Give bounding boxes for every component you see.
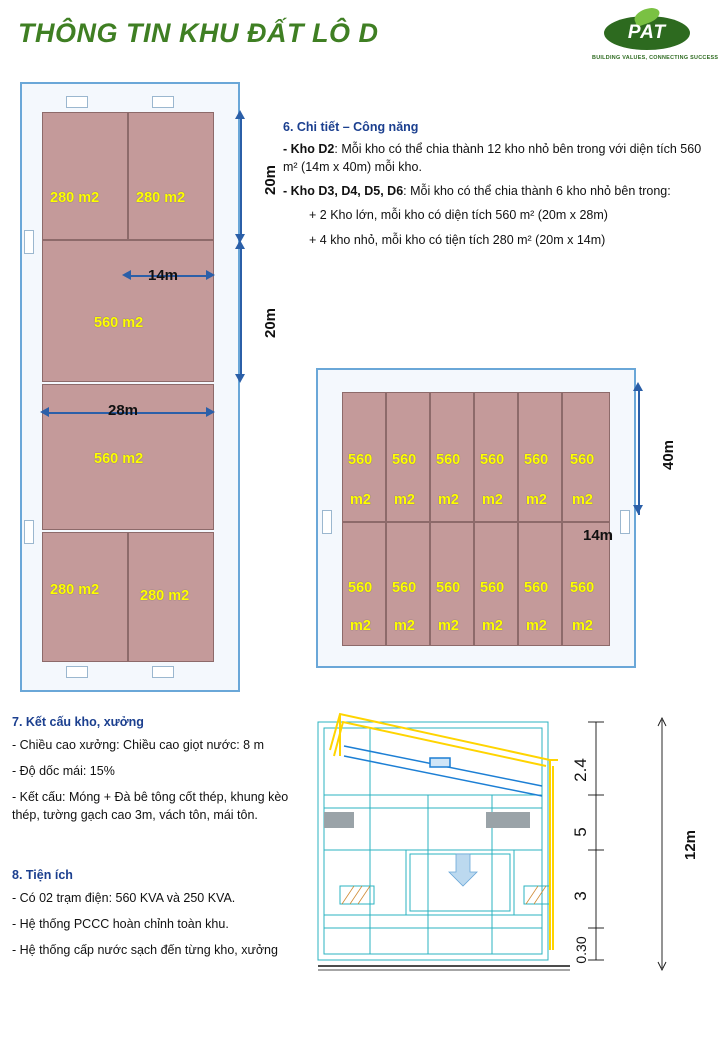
section-8-line: - Có 02 trạm điện: 560 KVA và 250 KVA. (12, 891, 236, 905)
plan-notch (24, 230, 34, 254)
kho-d2-label: - Kho D2 (283, 142, 335, 156)
unit-label: m2 (526, 492, 547, 508)
section-7-line: - Độ dốc mái: 15% (12, 763, 115, 778)
section-8-heading: 8. Tiện ích (12, 868, 73, 882)
unit-label: 280 m2 (50, 582, 100, 598)
unit-label: 560 (392, 580, 417, 596)
dimension-label: 20m (262, 164, 279, 195)
section-8-text (12, 868, 312, 966)
unit-label: m2 (438, 492, 459, 508)
dimension-label-3: 3 (571, 891, 590, 901)
unit-label: 560 (480, 580, 505, 596)
dimension-label: 14m (148, 267, 179, 284)
unit-label: 560 (570, 452, 595, 468)
plan-notch (152, 96, 174, 108)
unit-label: 560 (436, 452, 461, 468)
dimension-label: 28m (108, 402, 139, 419)
section-7-line: - Kết cấu: Móng + Đà bê tông cốt thép, khung kèo thép, tường gạch cao 3m, vách tôn, mái tôn. (12, 789, 289, 823)
plan-notch (152, 666, 174, 678)
dimension-arrow (633, 382, 643, 391)
section-6-bullet-2: + 4 kho nhỏ, mỗi kho có tiện tích 280 m² (20m x 14m) (309, 232, 606, 247)
unit-label: 560 (392, 452, 417, 468)
dimension-arrow (235, 240, 245, 249)
unit-label: 560 m2 (94, 451, 144, 467)
dimension-arrow (40, 407, 49, 417)
dimension-arrow (206, 270, 215, 280)
unit-label: 560 (480, 452, 505, 468)
unit-label: m2 (394, 618, 415, 634)
drawing-height-label: 12m (682, 829, 699, 860)
dimension-arrow (122, 270, 131, 280)
dimension-label: 14m (583, 527, 614, 544)
unit-block (42, 240, 214, 382)
dimension-label: 40m (660, 439, 677, 470)
unit-label: 280 m2 (50, 190, 100, 206)
logo-mark (604, 10, 690, 52)
unit-block (128, 112, 214, 240)
unit-label: 280 m2 (140, 588, 190, 604)
unit-label: m2 (482, 618, 503, 634)
logo-tagline: BUILDING VALUES, CONNECTING SUCCESS (592, 55, 719, 61)
plan-notch (620, 510, 630, 534)
building-section-drawing (310, 700, 705, 1000)
unit-label: m2 (572, 492, 593, 508)
unit-label: 560 (570, 580, 595, 596)
dimension-arrow (235, 110, 245, 119)
dimension-line-vertical (240, 118, 242, 236)
unit-label: m2 (350, 618, 371, 634)
unit-label: 560 (348, 580, 373, 596)
unit-label: 560 (436, 580, 461, 596)
unit-label: m2 (438, 618, 459, 634)
kho-d3456-detail: : Mỗi kho có thể chia thành 6 kho nhỏ bên trong: (403, 184, 671, 199)
unit-label: 560 m2 (94, 315, 144, 331)
company-logo (592, 10, 719, 61)
unit-label: 560 (348, 452, 373, 468)
section-6-line-1 (283, 140, 703, 176)
section-8-line: - Hệ thống PCCC hoàn chỉnh toàn khu. (12, 916, 229, 931)
plan-notch (24, 520, 34, 544)
dimension-arrow (206, 407, 215, 417)
unit-label: 280 m2 (136, 190, 186, 206)
dimension-arrow (235, 374, 245, 383)
unit-block (42, 112, 128, 240)
unit-label: m2 (526, 618, 547, 634)
section-7-text (12, 715, 302, 832)
dimension-label-030: 0.30 (573, 936, 589, 964)
plan-notch (322, 510, 332, 534)
dimension-label-2-4: 2.4 (571, 758, 590, 782)
section-6-heading: 6. Chi tiết – Công năng (283, 120, 419, 134)
unit-label: 560 (524, 580, 549, 596)
section-6-bullet-1: + 2 Kho lớn, mỗi kho có diện tích 560 m² (20m x 28m) (309, 208, 608, 223)
section-8-line: - Hệ thống cấp nước sạch đến từng kho, xưởng (12, 942, 278, 957)
dimension-arrow (633, 505, 643, 514)
section-drawing-svg (310, 700, 705, 1000)
plan-notch (66, 666, 88, 678)
kho-d2-detail: : Mỗi kho có thể chia thành 12 kho nhỏ bên trong với diện tích 560 m² (14m x 40m) mỗi kho. (283, 142, 702, 175)
section-6-text (283, 120, 703, 255)
plan-notch (66, 96, 88, 108)
section-6-line-2 (283, 182, 703, 200)
section-7-heading: 7. Kết cấu kho, xưởng (12, 715, 144, 729)
section-7-line: - Chiều cao xưởng: Chiều cao giọt nước: 8 m (12, 738, 264, 752)
dimension-line-vertical (638, 390, 640, 515)
dimension-line-vertical (240, 248, 242, 378)
page-title: THÔNG TIN KHU ĐẤT LÔ D (18, 18, 379, 48)
unit-label: 560 (524, 452, 549, 468)
unit-label: m2 (350, 492, 371, 508)
unit-label: m2 (572, 618, 593, 634)
logo-wordmark: PAT (627, 22, 667, 43)
unit-label: m2 (482, 492, 503, 508)
dimension-label-5: 5 (571, 827, 590, 837)
kho-d3456-label: - Kho D3, D4, D5, D6 (283, 184, 404, 199)
unit-label: m2 (394, 492, 415, 508)
dimension-label: 20m (262, 307, 279, 338)
